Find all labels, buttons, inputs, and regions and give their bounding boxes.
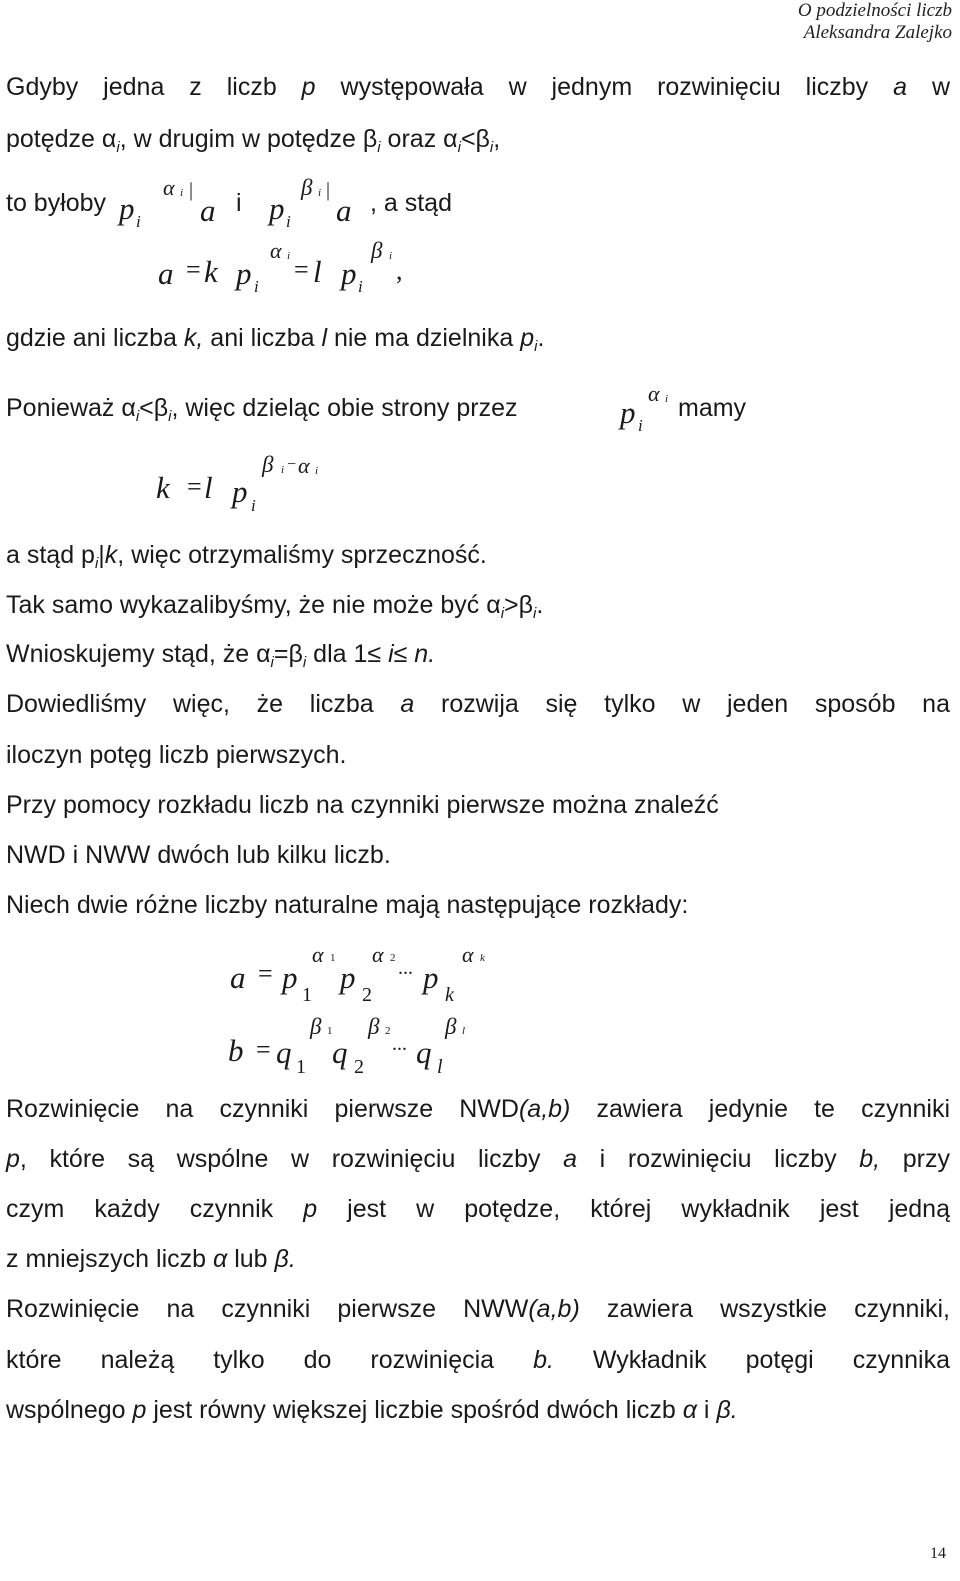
paragraph-line-20: Rozwinięcie na czynniki pierwsze NWW(a,b) zawiera wszystkie czynniki, <box>6 1295 950 1323</box>
paragraph-line-21: które należą tylko do rozwinięcia b. Wykładnik potęgi czynnika <box>6 1346 950 1374</box>
paragraph-line-15: Niech dwie różne liczby naturalne mają następujące rozkłady: <box>6 891 689 919</box>
paragraph-line-9: Tak samo wykazalibyśmy, że nie może być $\alpha_i>\beta_i$. <box>6 591 544 622</box>
paragraph-line-12: iloczyn potęg liczb pierwszych. <box>6 741 347 769</box>
paragraph-line-6: Ponieważ $\alpha_i<\beta_i$, więc dzieląc obie strony przez <box>6 394 518 425</box>
paragraph-line-19: z mniejszych liczb α lub β. <box>6 1245 296 1273</box>
paragraph-line-13: Przy pomocy rozkładu liczb na czynniki pierwsze można znaleźć <box>6 791 719 819</box>
paragraph-line-1: Gdyby jedna z liczb p występowała w jednym rozwinięciu liczby a w <box>6 73 951 101</box>
paragraph-line-10: Wnioskujemy stąd, że $\alpha_i=\beta_i$ dla 1≤ i≤ n. <box>6 640 436 671</box>
paragraph-line-11: Dowiedliśmy więc, że liczba a rozwija się tylko w jeden sposób na <box>6 690 950 718</box>
paragraph-line-18: czym każdy czynnik p jest w potędze, której wykładnik jest jedną <box>6 1195 950 1223</box>
running-header <box>798 0 952 44</box>
header-title: O podzielności liczb <box>797 0 952 21</box>
paragraph-line-14: NWD i NWW dwóch lub kilku liczb. <box>6 841 391 869</box>
paragraph-line-22: wspólnego p jest równy większej liczbie spośród dwóch liczb α i β. <box>6 1396 738 1424</box>
paragraph-line-8: a stąd $p_i|k$, więc otrzymaliśmy sprzeczność. <box>6 541 487 572</box>
page-number: 14 <box>930 1545 946 1562</box>
line-3-outro: , a stąd <box>370 189 452 217</box>
paragraph-line-2: potędze $\alpha_i$, w drugim w potędze $\beta_i$ oraz $\alpha_i<\beta_i$, <box>6 125 501 156</box>
paragraph-line-16: Rozwinięcie na czynniki pierwsze NWD(a,b) zawiera jedynie te czynniki <box>6 1095 951 1123</box>
header-author: Aleksandra Zalejko <box>803 22 952 43</box>
paragraph-line-5: gdzie ani liczba k, ani liczba l nie ma dzielnika $p_i$. <box>6 324 545 355</box>
line-3-intro: to byłoby <box>6 189 107 217</box>
paragraph-line-17: p, które są wspólne w rozwinięciu liczby a i rozwinięciu liczby b, przy <box>6 1145 950 1173</box>
line-6-outro: mamy <box>678 394 747 422</box>
